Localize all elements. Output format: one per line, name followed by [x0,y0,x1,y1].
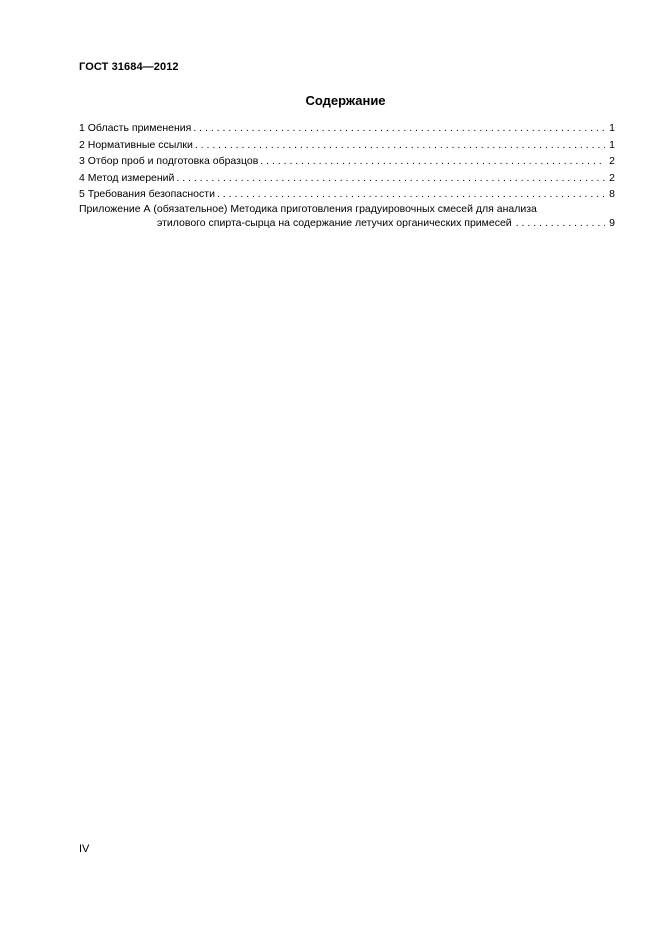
toc-leader-dots [217,186,605,203]
toc-entry[interactable] [79,186,615,203]
toc-leader-dots [512,216,605,230]
table-of-contents [79,120,615,230]
toc-entry-page: 1 [609,138,615,151]
toc-leader-dots [176,170,605,187]
document-code: ГОСТ 31684—2012 [79,61,179,73]
toc-appendix-line2-row [79,216,615,230]
toc-entry-page: 2 [609,171,615,184]
toc-entry[interactable] [79,120,615,137]
toc-leader-dots [195,137,605,154]
toc-entry[interactable] [79,153,615,170]
toc-entry-label: 4 Метод измерений [79,171,175,184]
toc-leader-dots [260,153,605,170]
toc-entry-label: 5 Требования безопасности [79,188,215,200]
toc-entry[interactable] [79,170,615,187]
toc-appendix-line1: Приложение А (обязательное) Методика приготовления градуировочных смесей для анализа [79,202,537,215]
toc-entry[interactable] [79,137,615,154]
toc-entry-appendix[interactable] [79,203,615,230]
toc-entry-label: 2 Нормативные ссылки [79,138,193,151]
page-number: IV [79,843,90,855]
toc-leader-dots [193,120,605,137]
toc-appendix-line2: этилового спирта-сырца на содержание летучих органических примесей [157,216,512,229]
toc-entry-page: 8 [609,188,615,200]
toc-entry-label: 3 Отбор проб и подготовка образцов [79,155,259,167]
toc-entry-page: 1 [609,122,615,134]
toc-title: Содержание [305,93,386,108]
toc-entry-page: 9 [609,216,615,229]
toc-entry-page: 2 [609,155,615,167]
toc-entry-label: 1 Область применения [79,122,192,134]
